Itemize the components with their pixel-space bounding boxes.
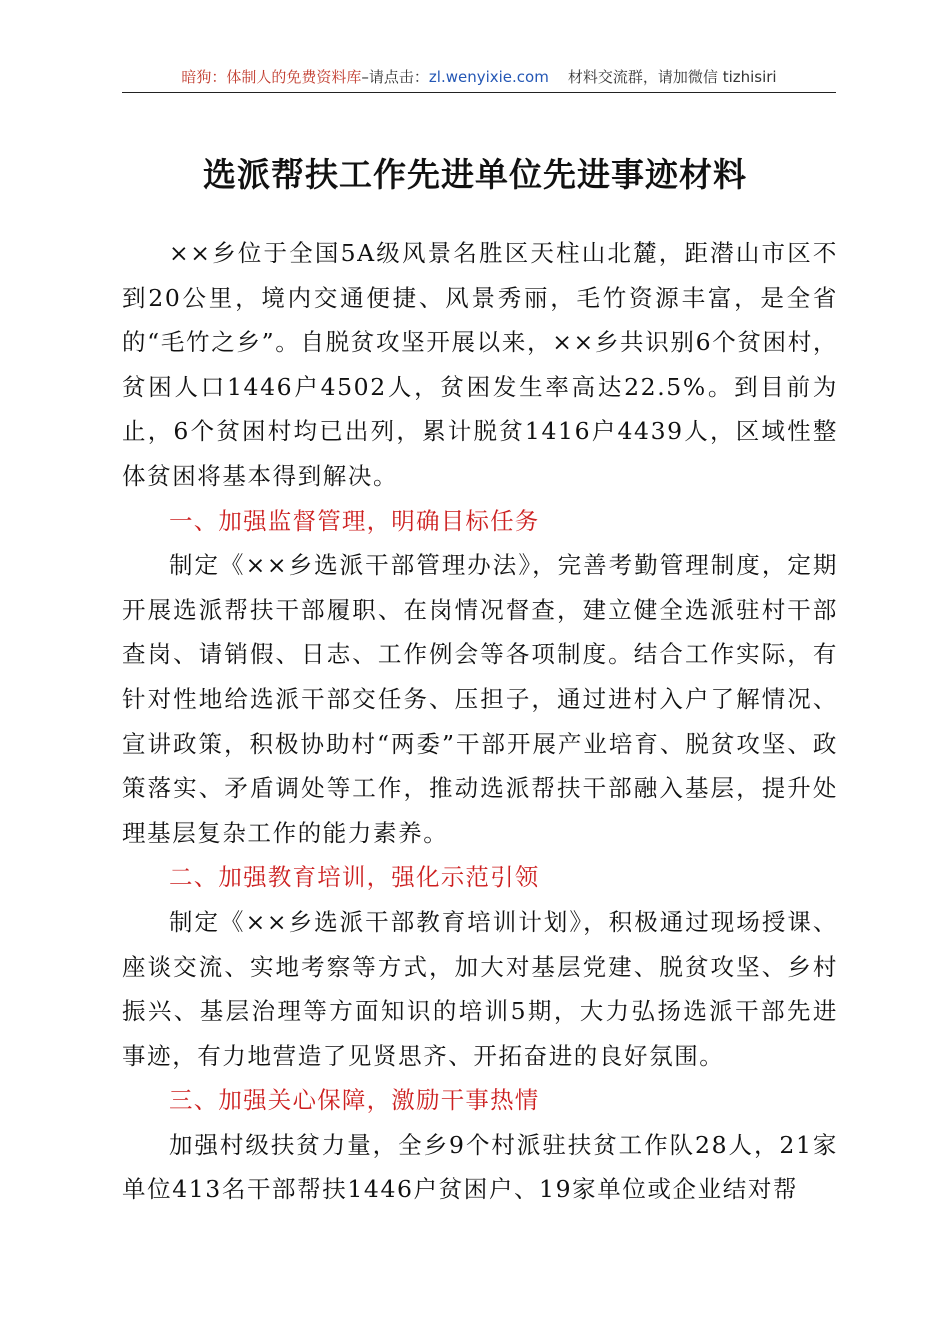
- page-header: [122, 66, 836, 93]
- section-2-paragraph: 制定《××乡选派干部教育培训计划》，积极通过现场授课、座谈交流、实地考察等方式，加大对基层党建、脱贫攻坚、乡村振兴、基层治理等方面知识的培训5期，大力弘扬选派干部先进事迹，有力地营造了见贤思齐、开拓奋进的良好氛围。: [122, 907, 838, 1070]
- document-title: 选派帮扶工作先进单位先进事迹材料: [203, 155, 747, 194]
- header-prompt: –请点击：: [361, 68, 429, 86]
- section-3-paragraph: 加强村级扶贫力量，全乡9个村派驻扶贫工作队28人，21家单位413名干部帮扶1446户贫困户、19家单位或企业结对帮: [122, 1130, 838, 1204]
- section-2-heading: 二、加强教育培训，强化示范引领: [169, 863, 540, 892]
- intro-paragraph: ××乡位于全国5A级风景名胜区天柱山北麓，距潜山市区不到20公里，境内交通便捷、风景秀丽，毛竹资源丰富，是全省的“毛竹之乡”。自脱贫攻坚开展以来，××乡共识别6个贫困村，贫困人口1446户4502人，贫困发生率高达22.5%。到目前为止，6个贫困村均已出列，累计脱贫1416户4439人，区域性整体贫困将基本得到解决。: [122, 239, 838, 490]
- section-1-paragraph: 制定《××乡选派干部管理办法》，完善考勤管理制度，定期开展选派帮扶干部履职、在岗情况督查，建立健全选派驻村干部查岗、请销假、日志、工作例会等各项制度。结合工作实际，有针对性地给选派干部交任务、压担子，通过进村入户了解情况、宣讲政策，积极协助村“两委”干部开展产业培育、脱贫攻坚、政策落实、矛盾调处等工作，推动选派帮扶干部融入基层，提升处理基层复杂工作的能力素养。: [122, 551, 838, 847]
- section-3-heading: 三、加强关心保障，激励干事热情: [169, 1086, 540, 1115]
- header-url-link[interactable]: zl.wenyixie.com: [428, 68, 549, 86]
- section-1-heading: 一、加强监督管理，明确目标任务: [169, 506, 540, 535]
- document-body: [122, 231, 838, 1212]
- header-site-name: 暗狗：体制人的免费资料库: [181, 68, 362, 86]
- header-contact: 材料交流群，请加微信 tizhisiri: [567, 68, 777, 86]
